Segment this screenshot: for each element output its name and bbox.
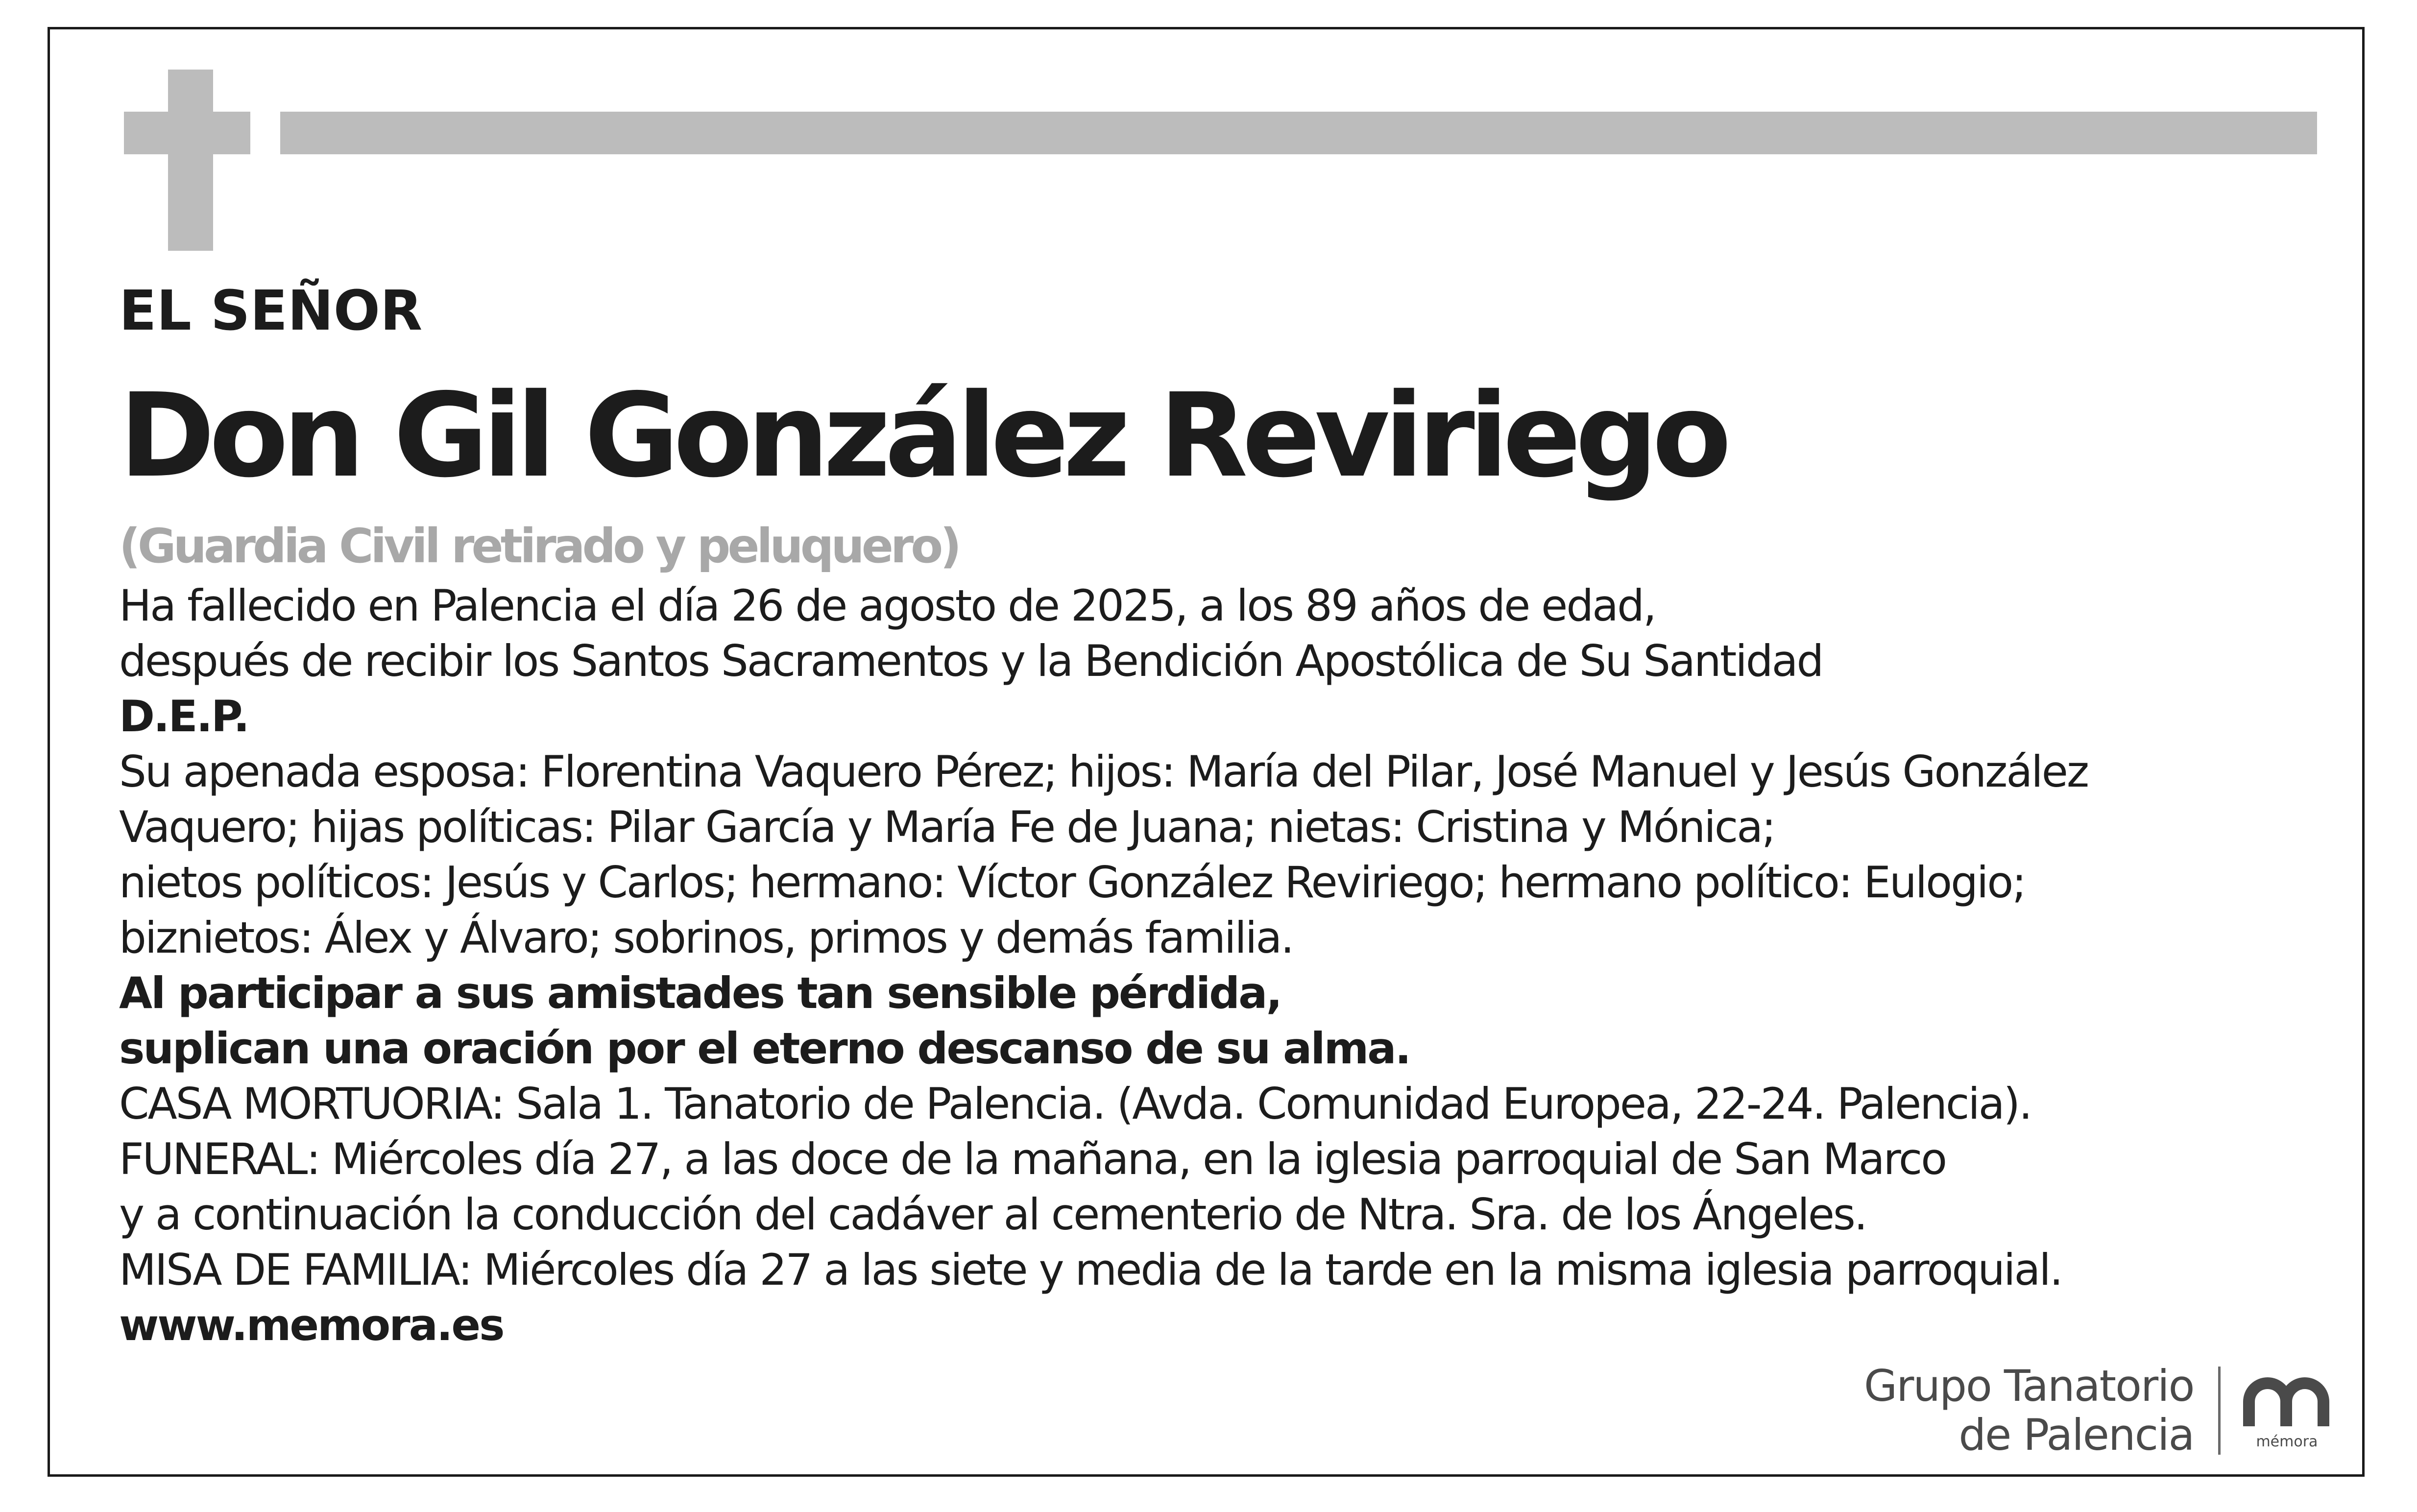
details-line: FUNERAL: Miércoles día 27, a las doce de la mañana, en la iglesia parroquial de San Marco [119,1134,1946,1184]
deceased-name: Don Gil González Reviriego [119,368,1726,503]
family-line: nietos políticos: Jesús y Carlos; hermano: Víctor González Reviriego; hermano político: Eulogio; [119,857,2025,908]
memora-brand-label: mémora [2256,1433,2318,1450]
title-small: EL SEÑOR [119,279,423,343]
header-bar [280,112,2317,154]
funeral-home-logo [1864,1362,2333,1460]
details-line: y a continuación la conducción del cadáver al cementerio de Ntra. Sra. de los Ángeles. [119,1189,1866,1240]
cross-icon [168,70,213,251]
family-line: Vaquero; hijas políticas: Pilar García y María Fe de Juana; nietas: Cristina y Mónica; [119,802,1775,852]
family-line: Su apenada esposa: Florentina Vaquero Pérez; hijos: María del Pilar, José Manuel y Jesús González [119,746,2088,797]
death-announcement-line: Ha fallecido en Palencia el día 26 de agosto de 2025, a los 89 años de edad, [119,580,1655,631]
logo-divider [2218,1367,2221,1455]
memora-m-icon [2240,1371,2333,1430]
deceased-occupation: (Guardia Civil retirado y peluquero) [119,519,959,574]
memora-logo-icon [2240,1371,2333,1450]
obituary-content [119,274,2323,1353]
details-line: MISA DE FAMILIA: Miércoles día 27 a las siete y media de la tarde en la misma iglesia parroquial. [119,1245,2062,1295]
family-line: biznietos: Álex y Álvaro; sobrinos, primos y demás familia. [119,912,1293,963]
closing-line: suplican una oración por el eterno descanso de su alma. [119,1023,1410,1074]
cross-icon-arm [124,112,250,154]
website-link[interactable]: www.memora.es [119,1300,504,1350]
dep-label: D.E.P. [119,691,248,742]
death-announcement-line: después de recibir los Santos Sacramentos y la Bendición Apostólica de Su Santidad [119,636,1823,686]
closing-line: Al participar a sus amistades tan sensible pérdida, [119,968,1281,1018]
funeral-home-name-line2: de Palencia [1958,1410,2194,1460]
details-line: CASA MORTUORIA: Sala 1. Tanatorio de Palencia. (Avda. Comunidad Europea, 22-24. Palencia). [119,1079,2031,1129]
funeral-home-name [1864,1362,2194,1460]
funeral-home-name-line1: Grupo Tanatorio [1864,1361,2194,1411]
